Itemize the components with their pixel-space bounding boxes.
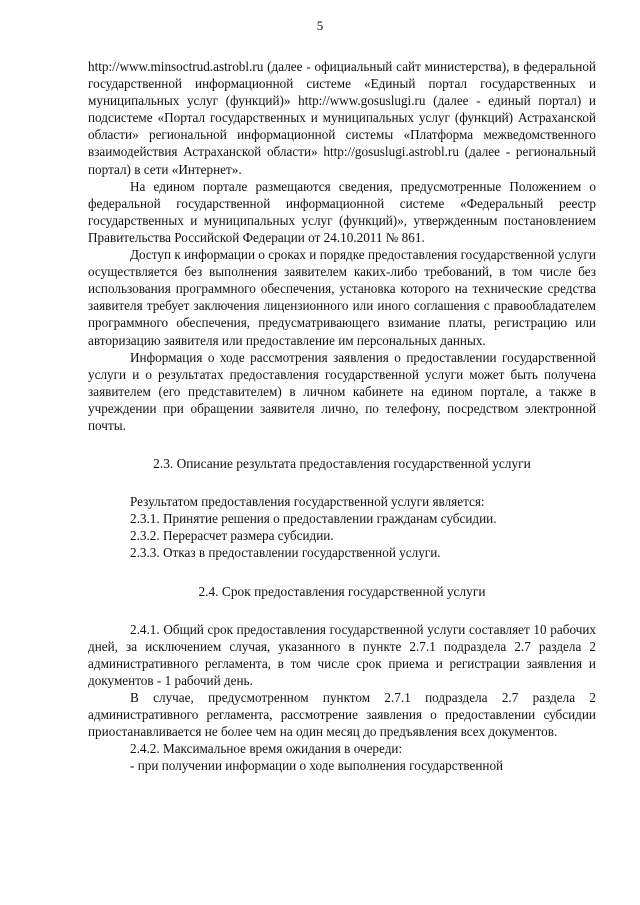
result-intro: Результатом предоставления государственной услуги является:: [130, 494, 485, 510]
result-item-2-3-3: 2.3.3. Отказ в предоставлении государственной услуги.: [130, 545, 441, 561]
page-number: 5: [316, 18, 324, 33]
document-body: [88, 58, 596, 774]
paragraph-queue-item: - при получении информации о ходе выполнения государственной: [130, 758, 504, 774]
paragraph-2-4-2: 2.4.2. Максимальное время ожидания в очереди:: [130, 741, 403, 757]
paragraph-access-info: Доступ к информации о сроках и порядке предоставления государственной услуги осуществляется без выполнения заявителем каких-либо требований, в том числе без использования программного обеспечения, установка которого на технические средства заявителя требует заключения лицензионного или иного соглашения с правообладателем программного обеспечения, предусматривающего взимание платы, регистрацию или авторизацию заявителя или предоставление им персональных данных.: [88, 247, 596, 348]
paragraph-suspension: В случае, предусмотренном пунктом 2.7.1 подраздела 2.7 раздела 2 административного регламента, рассмотрение заявления о предоставлении субсидии приостанавливается не более чем на один месяц до предъявления всех документов.: [88, 690, 596, 740]
paragraph-single-portal: На едином портале размещаются сведения, предусмотренные Положением о федеральной государственной информационной системе «Федеральный реестр государственных и муниципальных услуг (функций)», утвержденным постановлением Правительства Российской Федерации от 24.10.2011 № 861.: [88, 178, 596, 245]
paragraph-progress-info: Информация о ходе рассмотрения заявления о предоставлении государственной услуги и о результатах предоставления государственной услуги может быть получена заявителем (его представителем) в личном кабинете на едином портале, а также в учреждении при обращении заявителя лично, по телефону, посредством электронной почты.: [88, 349, 596, 433]
section-heading-2-4: 2.4. Срок предоставления государственной услуги: [198, 583, 486, 599]
paragraph-2-4-1: 2.4.1. Общий срок предоставления государственной услуги составляет 10 рабочих дней, за исключением случая, указанного в пункте 2.7.1 подраздела 2.7 раздела 2 административного регламента, в том числе срок приема и регистрации заявления и документов - 1 рабочий день.: [88, 621, 596, 688]
paragraph-continuation: http://www.minsoctrud.astrobl.ru (далее - официальный сайт министерства), в федеральной государственной информационной системе «Единый портал государственных и муниципальных услуг (функций)» http://www.gosuslugi.ru (далее - единый портал) и подсистеме «Портал государственных и муниципальных услуг (функций) Астраханской области» региональной информационной системы «Платформа межведомственного взаимодействия Астраханской области» http://gosuslugi.astrobl.ru (далее - региональный портал) в сети «Интернет».: [88, 59, 596, 177]
result-item-2-3-1: 2.3.1. Принятие решения о предоставлении гражданам субсидии.: [130, 511, 497, 527]
result-item-2-3-2: 2.3.2. Перерасчет размера субсидии.: [130, 528, 334, 544]
section-heading-2-3: 2.3. Описание результата предоставления государственной услуги: [153, 456, 531, 472]
